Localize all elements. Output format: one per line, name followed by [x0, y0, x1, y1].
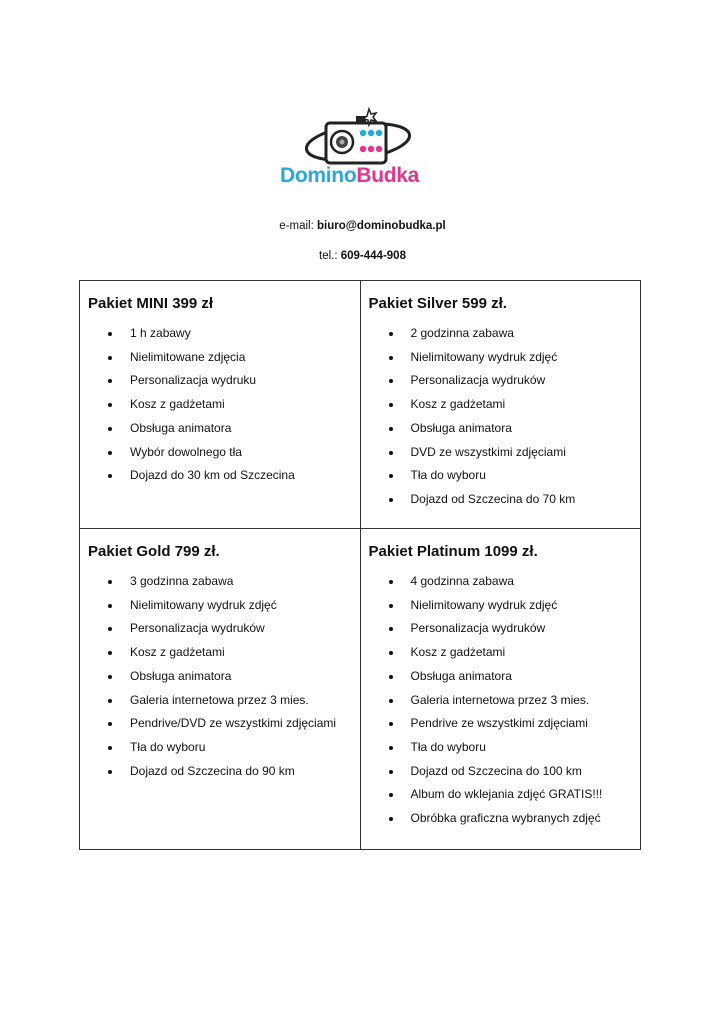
package-features: [369, 570, 633, 831]
package-feature: Obsługa animatora: [88, 665, 352, 689]
package-feature: DVD ze wszystkimi zdjęciami: [369, 441, 633, 465]
package-title: Pakiet Platinum 1099 zł.: [368, 543, 538, 560]
package-feature: Wybór dowolnego tła: [88, 441, 352, 465]
package-feature: Tła do wyboru: [369, 464, 633, 488]
tel-label: tel.:: [319, 250, 341, 262]
dominobudka-logo: [278, 106, 440, 188]
package-title: Pakiet Gold 799 zł.: [88, 543, 220, 560]
package-feature: Personalizacja wydruków: [369, 617, 633, 641]
package-feature: Tła do wyboru: [369, 736, 633, 760]
package-feature: Dojazd od Szczecina do 70 km: [369, 488, 633, 512]
package-features: [369, 322, 633, 512]
package-feature: Galeria internetowa przez 3 mies.: [88, 689, 352, 713]
package-feature: Personalizacja wydruków: [88, 617, 352, 641]
package-feature: Dojazd do 30 km od Szczecina: [88, 464, 352, 488]
email-link[interactable]: biuro@dominobudka.pl: [316, 220, 446, 232]
package-cell-silver: [360, 281, 641, 529]
package-feature: Kosz z gadżetami: [369, 393, 633, 417]
contact-phone: [0, 250, 725, 262]
package-title: Pakiet MINI 399 zł: [88, 295, 214, 312]
package-feature: Pendrive ze wszystkimi zdjęciami: [369, 712, 633, 736]
package-feature: Album do wklejania zdjęć GRATIS!!!: [369, 783, 633, 807]
package-feature: 2 godzinna zabawa: [369, 322, 633, 346]
package-feature: Nielimitowane zdjęcia: [88, 346, 352, 370]
package-features: [88, 322, 352, 488]
package-feature: Kosz z gadżetami: [88, 393, 352, 417]
package-feature: Nielimitowany wydruk zdjęć: [369, 346, 633, 370]
package-feature: Obsługa animatora: [88, 417, 352, 441]
package-cell-gold: [80, 529, 361, 850]
package-feature: Pendrive/DVD ze wszystkimi zdjęciami: [88, 712, 352, 736]
package-feature: 1 h zabawy: [88, 322, 352, 346]
package-features: [88, 570, 352, 783]
package-feature: 4 godzinna zabawa: [369, 570, 633, 594]
contact-email: [0, 220, 725, 232]
package-feature: Obsługa animatora: [369, 417, 633, 441]
brand-name-part2: Budka: [356, 164, 420, 187]
packages-table: [79, 280, 641, 850]
tel-number: 609-444-908: [340, 250, 406, 262]
package-feature: Dojazd od Szczecina do 90 km: [88, 760, 352, 784]
brand-name: [280, 164, 419, 188]
package-cell-platinum: [360, 529, 641, 850]
package-feature: Dojazd od Szczecina do 100 km: [369, 760, 633, 784]
package-feature: Personalizacja wydruków: [369, 369, 633, 393]
package-feature: Kosz z gadżetami: [369, 641, 633, 665]
package-feature: Personalizacja wydruku: [88, 369, 352, 393]
package-feature: Obsługa animatora: [369, 665, 633, 689]
brand-name-part1: Domino: [280, 164, 357, 187]
package-feature: Nielimitowany wydruk zdjęć: [88, 594, 352, 618]
package-title: Pakiet Silver 599 zł.: [368, 295, 507, 312]
package-feature: Galeria internetowa przez 3 mies.: [369, 689, 633, 713]
email-label: e-mail:: [279, 220, 317, 232]
package-feature: Obróbka graficzna wybranych zdjęć: [369, 807, 633, 831]
package-cell-mini: [80, 281, 361, 529]
package-feature: 3 godzinna zabawa: [88, 570, 352, 594]
package-feature: Tła do wyboru: [88, 736, 352, 760]
package-feature: Nielimitowany wydruk zdjęć: [369, 594, 633, 618]
package-feature: Kosz z gadżetami: [88, 641, 352, 665]
photo-booth-icon: [278, 106, 440, 168]
